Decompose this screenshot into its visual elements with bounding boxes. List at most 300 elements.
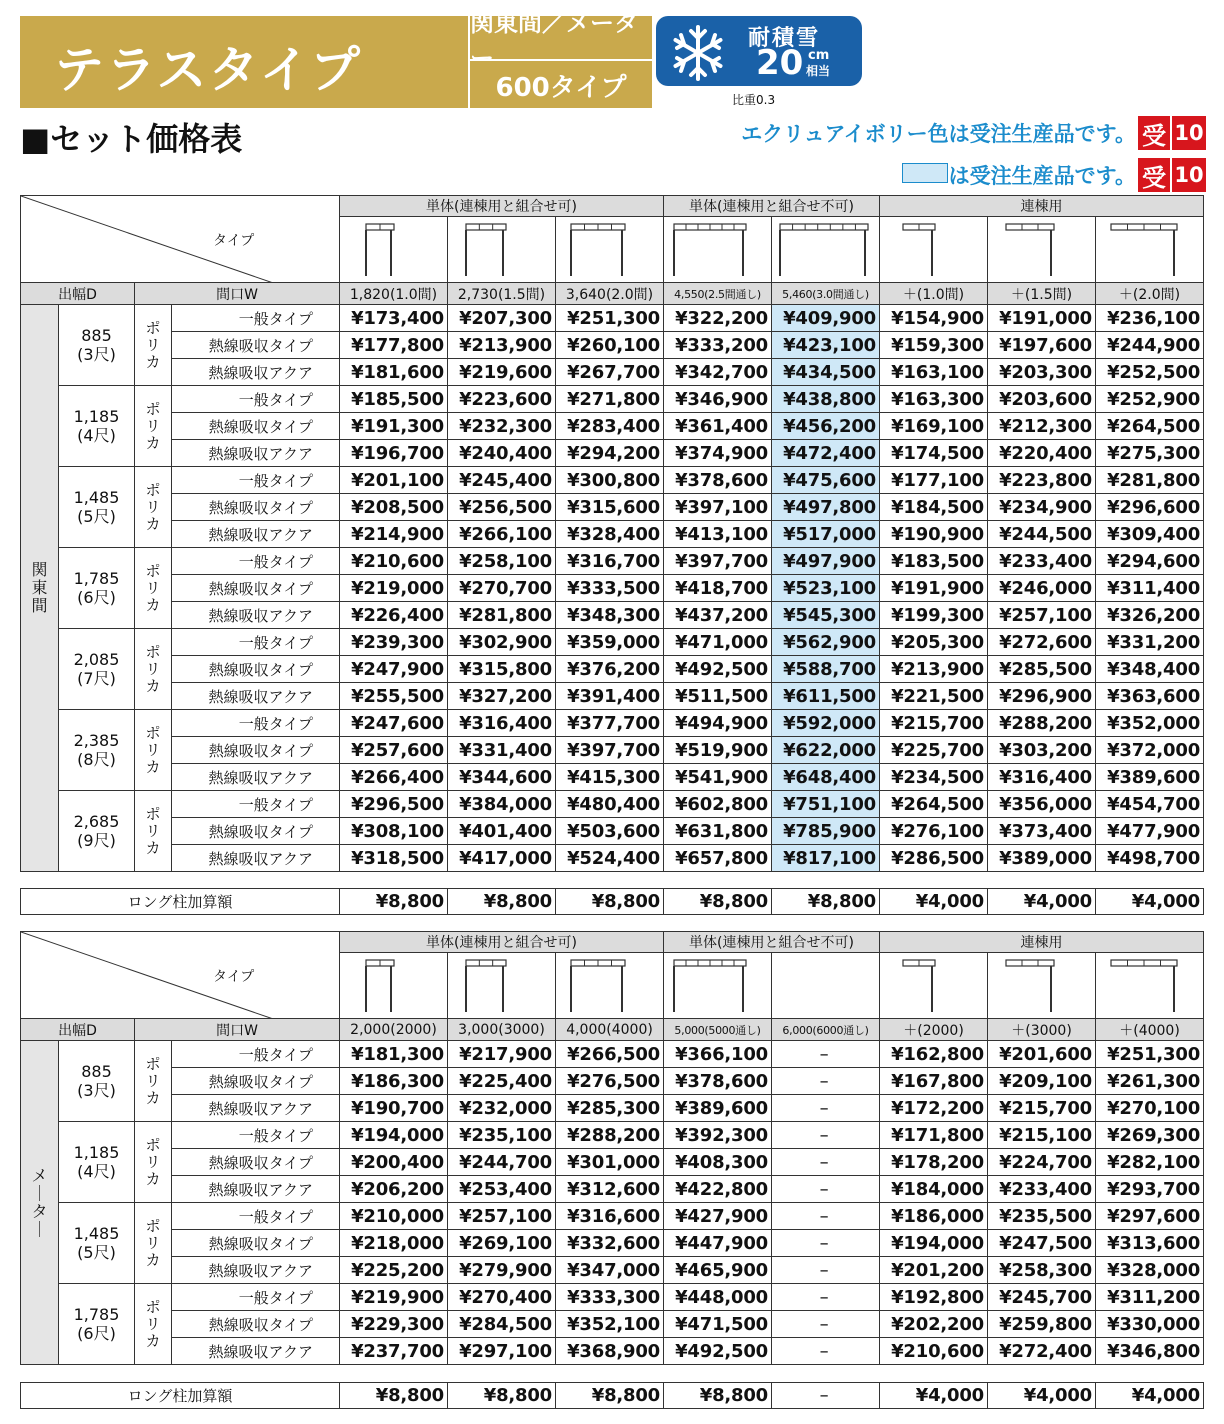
long-pillar-price: ¥8,800 <box>340 1383 448 1409</box>
price-cell: ¥162,800 <box>880 1041 988 1068</box>
roof-type-label: 熱線吸収アクア <box>172 845 340 872</box>
price-cell: ¥215,700 <box>880 710 988 737</box>
price-cell: – <box>772 1122 880 1149</box>
frame-diagram-icon <box>567 958 653 1014</box>
price-cell: ¥348,400 <box>1096 656 1204 683</box>
roof-type-label: 一般タイプ <box>172 305 340 332</box>
price-cell: ¥235,100 <box>448 1122 556 1149</box>
price-cell: – <box>772 1095 880 1122</box>
type-corner-cell <box>21 196 340 283</box>
price-cell: ¥492,500 <box>664 656 772 683</box>
frame-diagram-cell <box>340 953 448 1019</box>
price-cell: ¥210,000 <box>340 1203 448 1230</box>
roof-type-label: 熱線吸収タイプ <box>172 1149 340 1176</box>
price-cell: ¥201,200 <box>880 1257 988 1284</box>
price-cell: ¥183,500 <box>880 548 988 575</box>
price-cell: ¥185,500 <box>340 386 448 413</box>
price-cell: ¥178,200 <box>880 1149 988 1176</box>
price-cell: ¥352,000 <box>1096 710 1204 737</box>
roof-type-label: 一般タイプ <box>172 1203 340 1230</box>
price-cell: ¥259,800 <box>988 1311 1096 1338</box>
price-cell: ¥270,400 <box>448 1284 556 1311</box>
frame-diagram-icon <box>462 222 542 278</box>
price-cell: ¥234,500 <box>880 764 988 791</box>
price-cell: ¥330,000 <box>1096 1311 1204 1338</box>
long-pillar-table-meter <box>20 1382 1204 1409</box>
price-cell: ¥215,100 <box>988 1122 1096 1149</box>
price-cell: ¥192,800 <box>880 1284 988 1311</box>
price-cell: ¥297,100 <box>448 1338 556 1365</box>
depth-value: 1,185 <box>73 1143 120 1162</box>
long-pillar-table-kanto <box>20 888 1204 915</box>
price-cell: – <box>772 1041 880 1068</box>
price-cell: ¥401,400 <box>448 818 556 845</box>
price-cell: ¥264,500 <box>1096 413 1204 440</box>
price-cell: ¥447,900 <box>664 1230 772 1257</box>
price-cell: ¥255,500 <box>340 683 448 710</box>
price-cell: ¥296,600 <box>1096 494 1204 521</box>
price-cell: ¥427,900 <box>664 1203 772 1230</box>
material-cell: ポ リ カ <box>135 386 172 467</box>
price-cell: ¥258,100 <box>448 548 556 575</box>
price-cell: ¥471,500 <box>664 1311 772 1338</box>
frame-diagram-cell <box>880 953 988 1019</box>
material-cell: ポ リ カ <box>135 791 172 872</box>
price-cell: ¥524,400 <box>556 845 664 872</box>
depth-shaku: (8尺) <box>77 750 116 769</box>
price-cell: ¥272,400 <box>988 1338 1096 1365</box>
long-pillar-price: ¥4,000 <box>880 1383 988 1409</box>
price-cell: ¥373,400 <box>988 818 1096 845</box>
group-header: 単体(連棟用と組合せ不可) <box>664 932 880 953</box>
price-cell: ¥218,000 <box>340 1230 448 1257</box>
width-header-cell: ＋(3000) <box>988 1019 1096 1041</box>
price-cell: ¥251,300 <box>1096 1041 1204 1068</box>
depth-shaku: (9尺) <box>77 831 116 850</box>
price-cell: ¥785,900 <box>772 818 880 845</box>
price-cell: ¥311,400 <box>1096 575 1204 602</box>
width-header-cell: 2,730(1.5間) <box>448 283 556 305</box>
price-cell: ¥235,500 <box>988 1203 1096 1230</box>
price-cell: ¥352,100 <box>556 1311 664 1338</box>
depth-shaku: (7尺) <box>77 669 116 688</box>
price-cell: ¥234,900 <box>988 494 1096 521</box>
frame-diagram-icon <box>567 222 653 278</box>
price-cell: ¥472,400 <box>772 440 880 467</box>
price-cell: ¥177,800 <box>340 332 448 359</box>
price-cell: ¥207,300 <box>448 305 556 332</box>
frame-diagram-cell <box>880 217 988 283</box>
price-cell: ¥392,300 <box>664 1122 772 1149</box>
price-cell: ¥201,100 <box>340 467 448 494</box>
price-cell: ¥316,400 <box>448 710 556 737</box>
price-cell: ¥342,700 <box>664 359 772 386</box>
price-cell: ¥203,300 <box>988 359 1096 386</box>
price-cell: ¥363,600 <box>1096 683 1204 710</box>
depth-cell <box>59 467 135 548</box>
price-cell: ¥257,600 <box>340 737 448 764</box>
depth-cell <box>59 629 135 710</box>
price-cell: ¥199,300 <box>880 602 988 629</box>
width-header-cell: 6,000(6000通し) <box>772 1019 880 1041</box>
price-cell: ¥308,100 <box>340 818 448 845</box>
frame-diagram-cell <box>988 953 1096 1019</box>
price-cell: ¥344,600 <box>448 764 556 791</box>
price-cell: ¥202,200 <box>880 1311 988 1338</box>
snow-label: 耐積雪 <box>748 26 821 51</box>
price-cell: ¥316,700 <box>556 548 664 575</box>
price-cell: ¥266,500 <box>556 1041 664 1068</box>
price-cell: ¥372,000 <box>1096 737 1204 764</box>
price-cell: ¥194,000 <box>340 1122 448 1149</box>
roof-type-label: 熱線吸収アクア <box>172 602 340 629</box>
price-cell: ¥302,900 <box>448 629 556 656</box>
price-cell: ¥191,300 <box>340 413 448 440</box>
price-cell: ¥186,300 <box>340 1068 448 1095</box>
price-cell: ¥417,000 <box>448 845 556 872</box>
page-title: テラスタイプ <box>54 41 362 99</box>
width-header-cell: 3,000(3000) <box>448 1019 556 1041</box>
region-label: メ ｜ タ ｜ <box>21 1041 59 1365</box>
long-pillar-price: ¥8,800 <box>664 1383 772 1409</box>
roof-type-label: 一般タイプ <box>172 1122 340 1149</box>
width-header-cell: ＋(2000) <box>880 1019 988 1041</box>
price-cell: ¥409,900 <box>772 305 880 332</box>
price-cell: ¥264,500 <box>880 791 988 818</box>
depth-cell <box>59 791 135 872</box>
price-cell: ¥477,900 <box>1096 818 1204 845</box>
price-cell: – <box>772 1284 880 1311</box>
roof-type-label: 一般タイプ <box>172 791 340 818</box>
frame-diagram-icon <box>899 958 969 1014</box>
frame-diagram-icon <box>776 222 876 278</box>
price-cell: ¥511,500 <box>664 683 772 710</box>
frame-diagram-cell <box>448 217 556 283</box>
depth-value: 2,385 <box>73 731 120 750</box>
roof-type-label: 熱線吸収アクア <box>172 440 340 467</box>
price-cell: ¥203,600 <box>988 386 1096 413</box>
price-cell: ¥206,200 <box>340 1176 448 1203</box>
price-cell: ¥328,000 <box>1096 1257 1204 1284</box>
group-header: 単体(連棟用と組合せ不可) <box>664 196 880 217</box>
price-cell: ¥751,100 <box>772 791 880 818</box>
roof-type-label: 熱線吸収タイプ <box>172 1230 340 1257</box>
depth-value: 1,485 <box>73 1224 120 1243</box>
price-cell: ¥347,000 <box>556 1257 664 1284</box>
price-cell: ¥247,500 <box>988 1230 1096 1257</box>
notice-highlight: は受注生産品です。 <box>948 164 1136 188</box>
price-cell: ¥332,600 <box>556 1230 664 1257</box>
price-cell: ¥389,600 <box>1096 764 1204 791</box>
price-cell: ¥257,100 <box>448 1203 556 1230</box>
price-cell: ¥326,200 <box>1096 602 1204 629</box>
price-cell: ¥497,800 <box>772 494 880 521</box>
made-to-order-badge: 受 10 <box>1138 158 1206 192</box>
width-header-cell: ＋(1.5間) <box>988 283 1096 305</box>
price-cell: ¥244,500 <box>988 521 1096 548</box>
price-cell: ¥276,100 <box>880 818 988 845</box>
price-cell: ¥377,700 <box>556 710 664 737</box>
price-cell: ¥181,600 <box>340 359 448 386</box>
price-cell: ¥247,900 <box>340 656 448 683</box>
price-cell: ¥389,000 <box>988 845 1096 872</box>
price-cell: ¥611,500 <box>772 683 880 710</box>
long-pillar-price: ¥8,800 <box>448 889 556 915</box>
price-cell: ¥356,000 <box>988 791 1096 818</box>
price-cell: ¥361,400 <box>664 413 772 440</box>
depth-shaku: (3尺) <box>77 1081 116 1100</box>
depth-shaku: (5尺) <box>77 1243 116 1262</box>
long-pillar-price: ¥8,800 <box>772 889 880 915</box>
long-pillar-price: ¥4,000 <box>1096 889 1204 915</box>
price-cell: ¥279,900 <box>448 1257 556 1284</box>
depth-value: 1,785 <box>73 569 120 588</box>
price-cell: ¥592,000 <box>772 710 880 737</box>
price-cell: ¥163,100 <box>880 359 988 386</box>
frame-diagram-icon <box>1002 958 1082 1014</box>
price-cell: ¥437,200 <box>664 602 772 629</box>
frame-diagram-cell <box>772 217 880 283</box>
price-cell: ¥348,300 <box>556 602 664 629</box>
price-cell: – <box>772 1149 880 1176</box>
price-cell: ¥328,400 <box>556 521 664 548</box>
price-cell: ¥465,900 <box>664 1257 772 1284</box>
frame-diagram-cell <box>988 217 1096 283</box>
price-cell: ¥210,600 <box>340 548 448 575</box>
price-cell: ¥270,100 <box>1096 1095 1204 1122</box>
frame-diagram-cell <box>664 953 772 1019</box>
frame-diagram-cell <box>448 953 556 1019</box>
price-cell: ¥301,000 <box>556 1149 664 1176</box>
price-cell: ¥282,100 <box>1096 1149 1204 1176</box>
price-cell: ¥219,900 <box>340 1284 448 1311</box>
price-cell: ¥245,400 <box>448 467 556 494</box>
price-cell: ¥257,100 <box>988 602 1096 629</box>
price-cell: ¥471,000 <box>664 629 772 656</box>
roof-type-label: 熱線吸収タイプ <box>172 332 340 359</box>
long-pillar-price: ¥8,800 <box>340 889 448 915</box>
price-cell: ¥545,300 <box>772 602 880 629</box>
roof-type-label: 熱線吸収タイプ <box>172 656 340 683</box>
depth-cell <box>59 1122 135 1203</box>
price-cell: ¥184,000 <box>880 1176 988 1203</box>
price-cell: ¥303,200 <box>988 737 1096 764</box>
price-cell: – <box>772 1203 880 1230</box>
roof-type-label: 熱線吸収タイプ <box>172 413 340 440</box>
price-cell: – <box>772 1230 880 1257</box>
price-cell: ¥208,500 <box>340 494 448 521</box>
frame-diagram-cell <box>664 217 772 283</box>
price-cell: ¥397,700 <box>556 737 664 764</box>
price-cell: ¥219,000 <box>340 575 448 602</box>
price-cell: ¥346,800 <box>1096 1338 1204 1365</box>
material-cell: ポ リ カ <box>135 1041 172 1122</box>
price-cell: ¥169,100 <box>880 413 988 440</box>
price-cell: ¥244,900 <box>1096 332 1204 359</box>
price-cell: ¥456,200 <box>772 413 880 440</box>
long-pillar-label: ロング柱加算額 <box>21 1383 340 1409</box>
width-header-cell: 4,000(4000) <box>556 1019 664 1041</box>
roof-type-label: 熱線吸収アクア <box>172 1338 340 1365</box>
price-cell: ¥378,600 <box>664 1068 772 1095</box>
long-pillar-label: ロング柱加算額 <box>21 889 340 915</box>
price-cell: ¥237,700 <box>340 1338 448 1365</box>
price-cell: ¥438,800 <box>772 386 880 413</box>
price-cell: ¥503,600 <box>556 818 664 845</box>
price-cell: ¥588,700 <box>772 656 880 683</box>
width-header-cell: 3,640(2.0間) <box>556 283 664 305</box>
price-cell: ¥327,200 <box>448 683 556 710</box>
price-cell: – <box>772 1311 880 1338</box>
price-cell: ¥233,400 <box>988 1176 1096 1203</box>
price-table-meter <box>20 931 1204 1365</box>
price-cell: ¥622,000 <box>772 737 880 764</box>
frame-diagram-icon <box>670 958 766 1014</box>
width-header: 間口W <box>135 283 340 305</box>
price-cell: ¥286,500 <box>880 845 988 872</box>
depth-cell <box>59 1203 135 1284</box>
price-cell: ¥214,900 <box>340 521 448 548</box>
width-header-cell: ＋(4000) <box>1096 1019 1204 1041</box>
price-cell: ¥186,000 <box>880 1203 988 1230</box>
price-cell: ¥232,300 <box>448 413 556 440</box>
roof-type-label: 熱線吸収アクア <box>172 359 340 386</box>
roof-type-label: 熱線吸収アクア <box>172 1176 340 1203</box>
width-header-cell: ＋(1.0間) <box>880 283 988 305</box>
price-cell: ¥224,700 <box>988 1149 1096 1176</box>
price-cell: – <box>772 1257 880 1284</box>
depth-header: 出幅D <box>21 283 135 305</box>
price-cell: ¥163,300 <box>880 386 988 413</box>
roof-type-label: 熱線吸収タイプ <box>172 494 340 521</box>
price-cell: ¥492,500 <box>664 1338 772 1365</box>
price-cell: ¥285,500 <box>988 656 1096 683</box>
price-cell: – <box>772 1176 880 1203</box>
price-cell: ¥223,600 <box>448 386 556 413</box>
price-cell: ¥219,600 <box>448 359 556 386</box>
group-header: 連棟用 <box>880 196 1204 217</box>
region-label: 関 東 間 <box>21 305 59 872</box>
long-pillar-price: ¥4,000 <box>1096 1383 1204 1409</box>
spec-box <box>470 8 652 108</box>
snow-unit-note: 相当 <box>806 64 831 78</box>
snow-unit: cm <box>808 48 830 63</box>
price-cell: ¥602,800 <box>664 791 772 818</box>
material-cell: ポ リ カ <box>135 1122 172 1203</box>
material-cell: ポ リ カ <box>135 629 172 710</box>
price-cell: ¥190,900 <box>880 521 988 548</box>
price-cell: ¥293,700 <box>1096 1176 1204 1203</box>
price-cell: ¥498,700 <box>1096 845 1204 872</box>
price-cell: ¥233,400 <box>988 548 1096 575</box>
price-cell: ¥275,300 <box>1096 440 1204 467</box>
roof-type-label: 熱線吸収タイプ <box>172 1311 340 1338</box>
price-cell: ¥190,700 <box>340 1095 448 1122</box>
price-cell: ¥413,100 <box>664 521 772 548</box>
width-header-cell: 2,000(2000) <box>340 1019 448 1041</box>
price-cell: ¥318,500 <box>340 845 448 872</box>
long-pillar-price: ¥8,800 <box>556 1383 664 1409</box>
price-cell: ¥220,400 <box>988 440 1096 467</box>
price-cell: ¥296,500 <box>340 791 448 818</box>
price-cell: ¥173,400 <box>340 305 448 332</box>
price-cell: ¥316,400 <box>988 764 1096 791</box>
price-cell: ¥366,100 <box>664 1041 772 1068</box>
price-cell: ¥333,500 <box>556 575 664 602</box>
roof-type-label: 熱線吸収アクア <box>172 683 340 710</box>
price-cell: ¥494,900 <box>664 710 772 737</box>
depth-shaku: (6尺) <box>77 1324 116 1343</box>
price-cell: ¥309,400 <box>1096 521 1204 548</box>
price-cell: ¥281,800 <box>448 602 556 629</box>
frame-diagram-icon <box>670 222 766 278</box>
frame-diagram-cell <box>556 217 664 283</box>
price-cell: ¥212,300 <box>988 413 1096 440</box>
depth-shaku: (4尺) <box>77 426 116 445</box>
price-cell: ¥201,600 <box>988 1041 1096 1068</box>
price-cell: ¥213,900 <box>448 332 556 359</box>
price-cell: ¥266,400 <box>340 764 448 791</box>
price-cell: ¥376,200 <box>556 656 664 683</box>
price-cell: ¥331,200 <box>1096 629 1204 656</box>
price-cell: ¥346,900 <box>664 386 772 413</box>
price-cell: ¥316,600 <box>556 1203 664 1230</box>
price-cell: ¥415,300 <box>556 764 664 791</box>
price-cell: ¥368,900 <box>556 1338 664 1365</box>
price-cell: ¥322,200 <box>664 305 772 332</box>
frame-diagram-cell <box>772 953 880 1019</box>
price-table-kanto <box>20 195 1204 872</box>
price-cell: ¥226,400 <box>340 602 448 629</box>
material-cell: ポ リ カ <box>135 305 172 386</box>
type-label: 600タイプ <box>495 73 627 103</box>
material-cell: ポ リ カ <box>135 1203 172 1284</box>
frame-diagram-icon <box>362 958 426 1014</box>
price-cell: ¥184,500 <box>880 494 988 521</box>
depth-value: 2,685 <box>73 812 120 831</box>
price-cell: ¥229,300 <box>340 1311 448 1338</box>
material-cell: ポ リ カ <box>135 1284 172 1365</box>
price-cell: ¥172,200 <box>880 1095 988 1122</box>
price-cell: ¥300,800 <box>556 467 664 494</box>
price-cell: ¥283,400 <box>556 413 664 440</box>
price-cell: ¥239,300 <box>340 629 448 656</box>
depth-cell <box>59 1041 135 1122</box>
price-cell: ¥225,700 <box>880 737 988 764</box>
frame-diagram-icon <box>1107 958 1193 1014</box>
price-cell: ¥315,800 <box>448 656 556 683</box>
roof-type-label: 熱線吸収アクア <box>172 1095 340 1122</box>
price-cell: ¥251,300 <box>556 305 664 332</box>
price-cell: ¥217,900 <box>448 1041 556 1068</box>
price-cell: ¥205,300 <box>880 629 988 656</box>
type-label: タイプ <box>213 969 255 985</box>
depth-cell <box>59 305 135 386</box>
price-cell: ¥258,300 <box>988 1257 1096 1284</box>
price-cell: ¥240,400 <box>448 440 556 467</box>
price-cell: ¥391,400 <box>556 683 664 710</box>
price-cell: ¥191,000 <box>988 305 1096 332</box>
price-cell: ¥260,100 <box>556 332 664 359</box>
price-cell: ¥197,600 <box>988 332 1096 359</box>
price-cell: ¥311,200 <box>1096 1284 1204 1311</box>
price-cell: ¥389,600 <box>664 1095 772 1122</box>
depth-header: 出幅D <box>21 1019 135 1041</box>
price-cell: ¥418,700 <box>664 575 772 602</box>
depth-shaku: (5尺) <box>77 507 116 526</box>
roof-type-label: 一般タイプ <box>172 548 340 575</box>
price-cell: ¥159,300 <box>880 332 988 359</box>
